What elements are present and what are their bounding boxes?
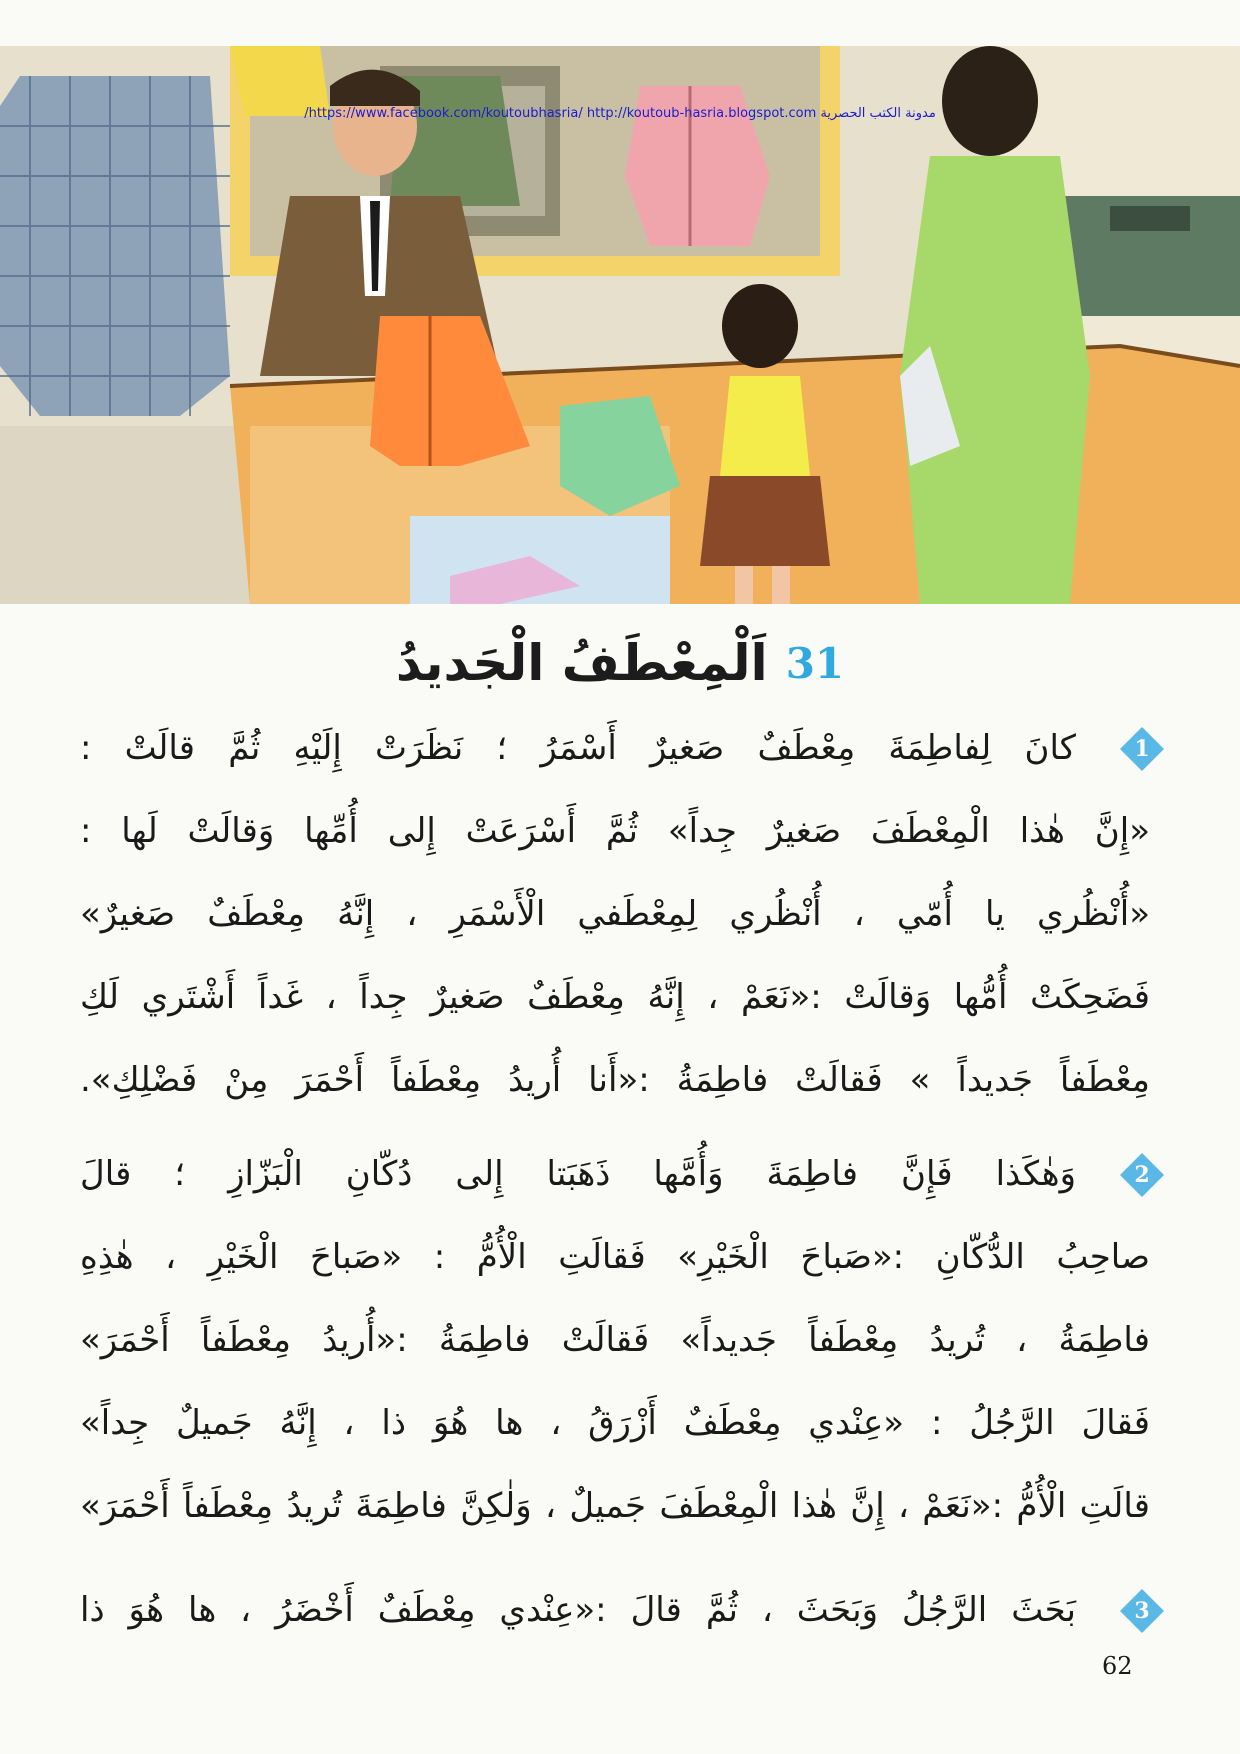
paragraph-number: 1 (1134, 736, 1150, 762)
paragraph-1 (80, 707, 1150, 1122)
text-line: كانَ لِفاطِمَةَ مِعْطَفٌ صَغيرٌ أَسْمَرُ ؛ نَظَرَتْ إِلَيْهِ ثُمَّ قالَتْ : (80, 728, 1076, 768)
lesson-title: اَلْمِعْطَفُ الْجَديدُ (395, 634, 768, 692)
text-line: فَضَحِكَتْ أُمُّها وَقالَتْ :«نَعَمْ ، إِنَّهُ مِعْطَفٌ صَغيرٌ جِداً ، غَداً أَشْتَري لَكِ (80, 977, 1150, 1017)
lesson-heading (0, 618, 1240, 708)
clothing-shop-scene-image (0, 46, 1240, 604)
watermark-text: /https://www.facebook.com/koutoubhasria/ http://koutoub-hasria.blogspot.com مدونة الكتب الحصرية (304, 106, 936, 121)
paragraph-marker-1 (1118, 725, 1166, 773)
paragraph-number: 3 (1134, 1598, 1150, 1624)
text-line: فَقالَ الرَّجُلُ : «عِنْدي مِعْطَفٌ أَزْرَقُ ، ها هُوَ ذا ، إِنَّهُ جَميلٌ جِداً» (80, 1403, 1150, 1443)
paragraph-3 (80, 1569, 1150, 1652)
text-line: فاطِمَةُ ، تُريدُ مِعْطَفاً جَديداً» فَقالَتْ فاطِمَةُ :«أُريدُ مِعْطَفاً أَحْمَرَ» (80, 1320, 1150, 1360)
text-line: وَهٰكَذا فَإِنَّ فاطِمَةَ وَأُمَّها ذَهَبَتا إِلى دُكّانِ الْبَزّازِ ؛ قالَ (80, 1154, 1076, 1194)
text-line: صاحِبُ الدُّكّانِ :«صَباحَ الْخَيْرِ» فَقالَتِ الْأُمُّ : «صَباحَ الْخَيْرِ ، هٰذِهِ (80, 1237, 1150, 1277)
text-line: «أُنْظُري يا أُمّي ، أُنْظُري لِمِعْطَفي الْأَسْمَرِ ، إِنَّهُ مِعْطَفٌ صَغيرٌ» (80, 894, 1150, 934)
text-line: بَحَثَ الرَّجُلُ وَبَحَثَ ، ثُمَّ قالَ :«عِنْدي مِعْطَفٌ أَخْضَرُ ، ها هُوَ ذا (80, 1590, 1076, 1630)
paragraph-marker-2 (1118, 1151, 1166, 1199)
paragraph-marker-3 (1118, 1587, 1166, 1635)
paragraph-2 (80, 1133, 1150, 1548)
shop-illustration (0, 46, 1240, 604)
lesson-number: 31 (785, 638, 845, 688)
paragraph-number: 2 (1134, 1162, 1150, 1188)
text-line: مِعْطَفاً جَديداً » فَقالَتْ فاطِمَةُ :«أَنا أُريدُ مِعْطَفاً أَحْمَرَ مِنْ فَضْلِكِ». (80, 1060, 1150, 1100)
text-line: «إِنَّ هٰذا الْمِعْطَفَ صَغيرٌ جِداً» ثُمَّ أَسْرَعَتْ إِلى أُمِّها وَقالَتْ لَها : (80, 811, 1150, 851)
text-line: قالَتِ الْأُمُّ :«نَعَمْ ، إِنَّ هٰذا الْمِعْطَفَ جَميلٌ ، وَلٰكِنَّ فاطِمَةَ تُريدُ مِعْطَفاً أَحْمَرَ» (80, 1486, 1150, 1526)
page-number: 62 (1102, 1652, 1133, 1680)
